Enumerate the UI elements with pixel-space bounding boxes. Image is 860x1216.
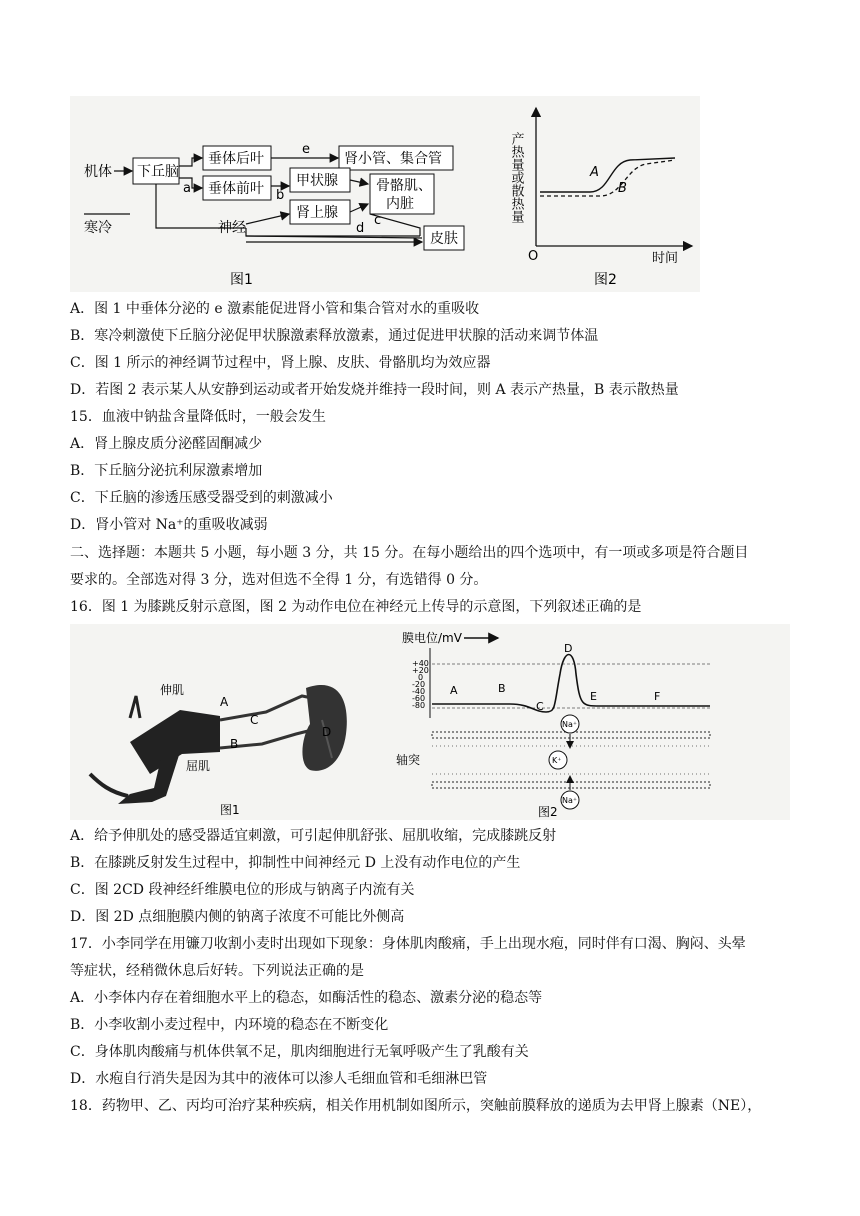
fig1-b: B — [230, 737, 239, 751]
na-bottom-label: Na⁺ — [562, 796, 578, 805]
option-line: C．图 1 所示的神经调节过程中，肾上腺、皮肤、骨骼肌均为效应器 — [70, 355, 491, 371]
fig1-body-label: 机体 — [84, 164, 112, 180]
label-c: c — [374, 213, 382, 228]
option-line: B．小李收割小麦过程中，内环境的稳态在不断变化 — [70, 1017, 389, 1033]
fig1-d: D — [322, 725, 332, 739]
fig1-a: A — [220, 695, 229, 709]
option-line: C．图 2CD 段神经纤维膜电位的形成与钠离子内流有关 — [70, 882, 415, 898]
fig2-ylabel: 产热量或散热量 — [508, 132, 524, 223]
option-line: A．图 1 中垂体分泌的 e 激素能促进肾小管和集合管对水的重吸收 — [70, 301, 480, 317]
muscle-label-1: 骨骼肌、 — [376, 178, 432, 194]
ant-pituitary-label: 垂体前叶 — [208, 181, 264, 197]
fig2-xlabel: 时间 — [652, 251, 679, 266]
section-heading: 要求的。全部选对得 3 分，选对但选不全得 1 分，有选错得 0 分。 — [70, 572, 488, 588]
mid-fig2-caption: 图2 — [538, 805, 558, 819]
muscle-label-2: 内脏 — [386, 196, 414, 212]
hammer — [90, 774, 128, 796]
tick: -60 — [412, 694, 426, 703]
k-label: K⁺ — [552, 756, 562, 765]
tick: +20 — [412, 666, 429, 675]
label-a: a — [183, 181, 191, 196]
fig2-ticks — [412, 659, 429, 710]
question-stem: 16．图 1 为膝跳反射示意图，图 2 为动作电位在神经元上传导的示意图，下列叙述正确的是 — [70, 599, 642, 615]
option-line: D．若图 2 表示某人从安静到运动或者开始发烧并维持一段时间，则 A 表示产热量，B 表示散热量 — [70, 382, 679, 398]
ap-a: A — [450, 684, 458, 697]
option-line: A．给予伸肌处的感受器适宜刺激，可引起伸肌舒张、屈肌收缩，完成膝跳反射 — [70, 828, 557, 844]
option-line: C．下丘脑的渗透压感受器受到的刺激减小 — [70, 490, 333, 506]
question-stem: 等症状，经稍微休息后好转。下列说法正确的是 — [70, 963, 364, 979]
skin-label: 皮肤 — [430, 231, 458, 247]
ap-b: B — [498, 682, 506, 695]
label-b: b — [276, 188, 285, 203]
fig2-origin: O — [528, 249, 539, 264]
ap-c: C — [536, 700, 544, 713]
post-pituitary-label: 垂体后叶 — [208, 151, 264, 167]
figure-mid — [70, 624, 790, 820]
thyroid-label: 甲状腺 — [296, 173, 338, 189]
adrenal-label: 肾上腺 — [296, 205, 338, 221]
action-potential-curve — [432, 655, 710, 713]
ap-e: E — [590, 690, 597, 703]
question-stem: 17．小李同学在用镰刀收割小麦时出现如下现象：身体肌肉酸痛，手上出现水疱，同时伴有口渴、胸闷、头晕 — [70, 936, 746, 952]
option-line: D．肾小管对 Na⁺的重吸收减弱 — [70, 517, 268, 533]
axon-label: 轴突 — [396, 753, 421, 767]
tick: +40 — [412, 659, 429, 668]
cold-label: 寒冷 — [84, 220, 112, 236]
tick: -20 — [412, 680, 426, 689]
option-line: C．身体肌肉酸痛与机体供氧不足，肌肉细胞进行无氧呼吸产生了乳酸有关 — [70, 1044, 529, 1060]
option-line: A．小李体内存在着细胞水平上的稳态，如酶活性的稳态、激素分泌的稳态等 — [70, 990, 543, 1006]
hypothalamus-label: 下丘脑 — [137, 164, 179, 180]
tick: 0 — [418, 673, 424, 682]
fig1-caption: 图1 — [230, 272, 253, 288]
fig2-label-b: B — [618, 181, 627, 196]
question-stem: 18．药物甲、乙、丙均可治疗某种疾病，相关作用机制如图所示，突触前膜释放的递质为去甲肾上腺素（NE）， — [70, 1098, 762, 1114]
option-line: B．寒冷刺激使下丘脑分泌促甲状腺激素释放激素，通过促进甲状腺的活动来调节体温 — [70, 328, 599, 344]
ap-d: D — [564, 642, 573, 655]
figure-top — [70, 96, 700, 292]
mid-fig1-caption: 图1 — [220, 803, 240, 817]
tick: -40 — [412, 687, 426, 696]
fig2-ylabel: 膜电位/mV — [402, 631, 462, 645]
section-heading: 二、选择题：本题共 5 小题，每小题 3 分，共 15 分。在每小题给出的四个选项中，有一项或多项是符合题目 — [70, 545, 749, 561]
option-line: A．肾上腺皮质分泌醛固酮减少 — [70, 436, 263, 452]
figure-mid-svg — [70, 624, 790, 820]
fig2-curve-b — [540, 160, 675, 196]
tick: -80 — [412, 701, 426, 710]
nerve-a — [220, 696, 322, 720]
kidney-label: 肾小管、集合管 — [344, 151, 442, 167]
flexor-label: 屈肌 — [186, 759, 211, 773]
axon-membrane-bottom — [432, 782, 710, 788]
label-e: e — [302, 142, 310, 157]
figure-top-svg — [70, 96, 700, 292]
option-line: D．水疱自行消失是因为其中的液体可以渗人毛细血管和毛细淋巴管 — [70, 1071, 488, 1087]
label-d: d — [356, 221, 365, 236]
fig2-label-a: A — [590, 165, 599, 180]
fig2-caption: 图2 — [594, 272, 617, 288]
ap-f: F — [654, 690, 661, 703]
option-line: B．在膝跳反射发生过程中，抑制性中间神经元 D 上没有动作电位的产生 — [70, 855, 521, 871]
nerve-label: 神经 — [218, 220, 246, 236]
extensor-label: 伸肌 — [160, 683, 185, 697]
option-line: B．下丘脑分泌抗利尿激素增加 — [70, 463, 263, 479]
fig1-c: C — [250, 713, 259, 727]
question-stem: 15．血液中钠盐含量降低时，一般会发生 — [70, 409, 326, 425]
na-top-label: Na⁺ — [562, 720, 578, 729]
option-line: D．图 2D 点细胞膜内侧的钠离子浓度不可能比外侧高 — [70, 909, 405, 925]
